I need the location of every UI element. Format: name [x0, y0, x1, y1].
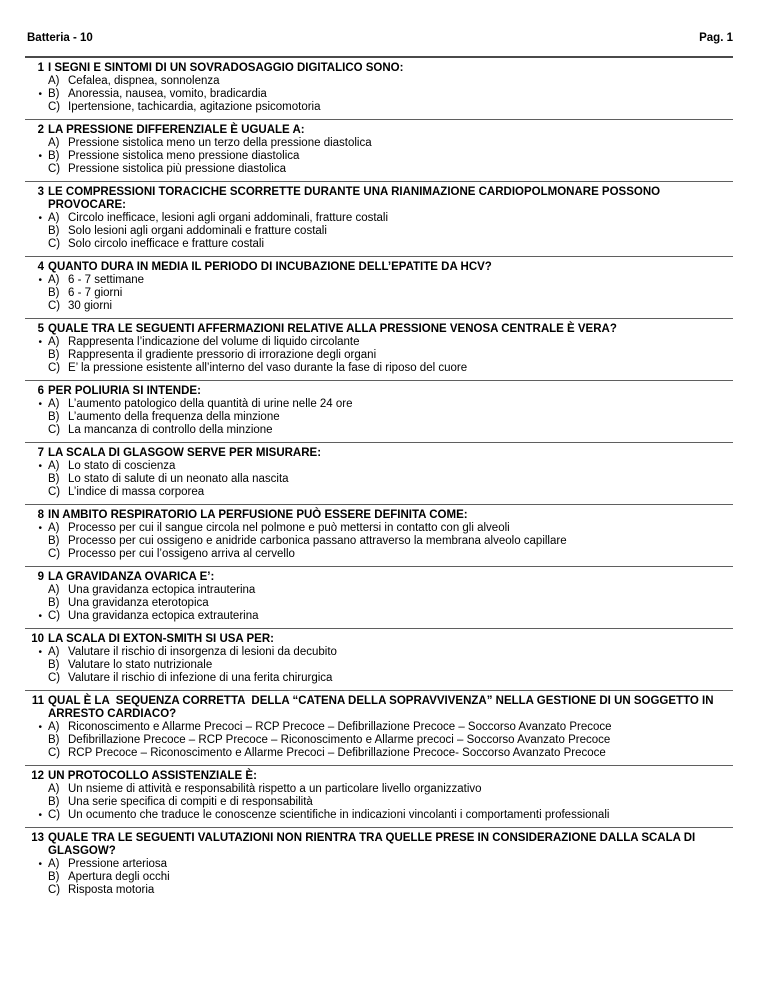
option-text: Valutare lo stato nutrizionale [68, 659, 213, 671]
correct-answer-marker: • [38, 461, 42, 472]
question-number: 8 [37, 509, 44, 521]
option-letter: C) [48, 300, 61, 312]
option-letter: C) [48, 884, 61, 896]
question-title: LA PRESSIONE DIFFERENZIALE È UGUALE A: [48, 124, 305, 136]
option-letter: B) [48, 349, 60, 361]
question-number: 1 [37, 62, 44, 74]
option-text: Una gravidanza eterotopica [68, 597, 209, 609]
answer-option [25, 783, 733, 796]
question-block-11 [25, 691, 733, 766]
question-block-3 [25, 182, 733, 257]
answer-option [25, 336, 733, 349]
question-title: LA SCALA DI EXTON-SMITH SI USA PER: [48, 633, 274, 645]
option-letter: B) [48, 411, 60, 423]
option-letter: A) [48, 783, 60, 795]
answer-option [25, 535, 733, 548]
answer-option [25, 610, 733, 623]
question-title: QUALE TRA LE SEGUENTI VALUTAZIONI NON RIENTRA TRA QUELLE PRESE IN CONSIDERAZIONE DALLA SCALA DI GLASGOW? [48, 832, 699, 857]
option-letter: B) [48, 871, 60, 883]
answer-option [25, 486, 733, 499]
correct-answer-marker: • [38, 647, 42, 658]
option-text: Un nsieme di attività e responsabilità rispetto a un particolare livello organizzativo [68, 783, 482, 795]
question-number: 12 [31, 770, 44, 782]
option-letter: A) [48, 721, 60, 733]
answer-option [25, 300, 733, 313]
option-letter: C) [48, 424, 61, 436]
option-text: RCP Precoce – Riconoscimento e Allarme Precoci – Defibrillazione Precoce- Soccorso Avanzato Precoce [68, 747, 606, 759]
question-number: 3 [37, 186, 44, 198]
option-text: 6 - 7 settimane [68, 274, 145, 286]
correct-answer-marker: • [38, 89, 42, 100]
correct-answer-marker: • [38, 151, 42, 162]
option-letter: C) [48, 747, 61, 759]
answer-option [25, 796, 733, 809]
option-letter: A) [48, 584, 60, 596]
option-text: Processo per cui il sangue circola nel polmone e può mettersi in contatto con gli alveoli [68, 522, 510, 534]
correct-answer-marker: • [38, 213, 42, 224]
option-letter: B) [48, 535, 60, 547]
option-letter: A) [48, 137, 60, 149]
option-text: Anoressia, nausea, vomito, bradicardia [68, 88, 267, 100]
answer-option [25, 411, 733, 424]
option-letter: B) [48, 597, 60, 609]
option-text: Valutare il rischio di insorgenza di lesioni da decubito [68, 646, 337, 658]
option-letter: B) [48, 473, 60, 485]
option-text: Un ocumento che traduce le conoscenze scientifiche in indicazioni vincolanti i comportamenti professionali [68, 809, 610, 821]
answer-option [25, 597, 733, 610]
question-block-8 [25, 505, 733, 567]
option-text: L’indice di massa corporea [68, 486, 205, 498]
answer-option [25, 721, 733, 734]
option-text: E’ la pressione esistente all’interno del vaso durante la fase di riposo del cuore [68, 362, 468, 374]
question-header [25, 571, 733, 584]
option-letter: C) [48, 362, 61, 374]
option-text: Pressione arteriosa [68, 858, 168, 870]
document-header [25, 32, 733, 45]
option-letter: C) [48, 486, 61, 498]
page-number: Pag. 1 [699, 32, 733, 44]
answer-option [25, 137, 733, 150]
question-block-7 [25, 443, 733, 505]
question-number: 2 [37, 124, 44, 136]
option-text: L’aumento patologico della quantità di urine nelle 24 ore [68, 398, 353, 410]
question-header [25, 509, 733, 522]
option-letter: C) [48, 610, 61, 622]
option-text: Processo per cui ossigeno e anidride carbonica passano attraverso la membrana alveolo capillare [68, 535, 567, 547]
option-letter: C) [48, 238, 61, 250]
option-text: Lo stato di salute di un neonato alla nascita [68, 473, 289, 485]
question-header [25, 695, 733, 721]
question-header [25, 261, 733, 274]
answer-option [25, 734, 733, 747]
option-text: Pressione sistolica meno pressione diastolica [68, 150, 300, 162]
option-text: Rappresenta il gradiente pressorio di irrorazione degli organi [68, 349, 377, 361]
question-block-6 [25, 381, 733, 443]
correct-answer-marker: • [38, 722, 42, 733]
option-letter: A) [48, 646, 60, 658]
option-text: Solo circolo inefficace e fratture costali [68, 238, 265, 250]
question-block-2 [25, 120, 733, 182]
question-block-13 [25, 828, 733, 902]
question-block-9 [25, 567, 733, 629]
option-text: L’aumento della frequenza della minzione [68, 411, 280, 423]
option-letter: C) [48, 672, 61, 684]
option-text: 30 giorni [68, 300, 113, 312]
question-number: 10 [31, 633, 44, 645]
question-number: 9 [37, 571, 44, 583]
question-number: 4 [37, 261, 44, 273]
option-text: Pressione sistolica meno un terzo della pressione diastolica [68, 137, 372, 149]
option-letter: C) [48, 809, 61, 821]
option-text: Circolo inefficace, lesioni agli organi addominali, fratture costali [68, 212, 389, 224]
question-block-12 [25, 766, 733, 828]
answer-option [25, 473, 733, 486]
question-number: 5 [37, 323, 44, 335]
option-text: Apertura degli occhi [68, 871, 170, 883]
question-header [25, 62, 733, 75]
option-text: Una serie specifica di compiti e di responsabilità [68, 796, 313, 808]
question-number: 7 [37, 447, 44, 459]
question-block-1 [25, 58, 733, 120]
option-letter: B) [48, 88, 60, 100]
option-text: La mancanza di controllo della minzione [68, 424, 273, 436]
answer-option [25, 809, 733, 822]
answer-option [25, 225, 733, 238]
question-number: 11 [31, 695, 44, 707]
answer-option [25, 460, 733, 473]
option-text: Pressione sistolica più pressione diastolica [68, 163, 286, 175]
option-text: Una gravidanza ectopica extrauterina [68, 610, 259, 622]
option-letter: A) [48, 522, 60, 534]
correct-answer-marker: • [38, 337, 42, 348]
option-letter: A) [48, 398, 60, 410]
answer-option [25, 362, 733, 375]
question-header [25, 832, 733, 858]
correct-answer-marker: • [38, 810, 42, 821]
question-title: UN PROTOCOLLO ASSISTENZIALE È: [48, 770, 257, 782]
option-text: Lo stato di coscienza [68, 460, 176, 472]
question-block-4 [25, 257, 733, 319]
answer-option [25, 884, 733, 897]
answer-option [25, 858, 733, 871]
correct-answer-marker: • [38, 859, 42, 870]
question-title: IN AMBITO RESPIRATORIO LA PERFUSIONE PUÒ ESSERE DEFINITA COME: [48, 509, 468, 521]
option-text: Valutare il rischio di infezione di una ferita chirurgica [68, 672, 333, 684]
question-header [25, 770, 733, 783]
question-header [25, 323, 733, 336]
question-block-10 [25, 629, 733, 691]
question-title: QUAL È LA SEQUENZA CORRETTA DELLA “CATENA DELLA SOPRAVVIVENZA” NELLA GESTIONE DI UN SOGGETTO IN ARRESTO CARDIACO? [48, 695, 717, 720]
option-letter: A) [48, 460, 60, 472]
question-title: LA GRAVIDANZA OVARICA E’: [48, 571, 215, 583]
answer-option [25, 163, 733, 176]
option-text: Defibrillazione Precoce – RCP Precoce – Riconoscimento e Allarme precoci – Soccorso Avanzato Precoce [68, 734, 611, 746]
option-letter: A) [48, 75, 60, 87]
question-block-5 [25, 319, 733, 381]
question-header [25, 385, 733, 398]
question-header [25, 447, 733, 460]
option-text: Una gravidanza ectopica intrauterina [68, 584, 256, 596]
option-letter: B) [48, 287, 60, 299]
question-number: 13 [31, 832, 44, 844]
answer-option [25, 672, 733, 685]
option-letter: C) [48, 548, 61, 560]
answer-option [25, 88, 733, 101]
answer-option [25, 101, 733, 114]
question-title: PER POLIURIA SI INTENDE: [48, 385, 201, 397]
option-letter: B) [48, 150, 60, 162]
option-text: Cefalea, dispnea, sonnolenza [68, 75, 220, 87]
option-letter: B) [48, 734, 60, 746]
option-letter: A) [48, 212, 60, 224]
option-text: Solo lesioni agli organi addominali e fratture costali [68, 225, 327, 237]
option-letter: B) [48, 659, 60, 671]
answer-option [25, 349, 733, 362]
option-text: Risposta motoria [68, 884, 155, 896]
option-letter: A) [48, 858, 60, 870]
option-text: Rappresenta l’indicazione del volume di liquido circolante [68, 336, 360, 348]
option-text: Ipertensione, tachicardia, agitazione psicomotoria [68, 101, 321, 113]
battery-title: Batteria - 10 [27, 32, 93, 44]
answer-option [25, 238, 733, 251]
question-title: LE COMPRESSIONI TORACICHE SCORRETTE DURANTE UNA RIANIMAZIONE CARDIOPOLMONARE POSSONO PROVOCARE: [48, 186, 664, 211]
option-letter: C) [48, 101, 61, 113]
answer-option [25, 287, 733, 300]
correct-answer-marker: • [38, 523, 42, 534]
correct-answer-marker: • [38, 399, 42, 410]
answer-option [25, 150, 733, 163]
option-text: 6 - 7 giorni [68, 287, 123, 299]
answer-option [25, 584, 733, 597]
option-letter: A) [48, 336, 60, 348]
answer-option [25, 747, 733, 760]
correct-answer-marker: • [38, 275, 42, 286]
question-title: I SEGNI E SINTOMI DI UN SOVRADOSAGGIO DIGITALICO SONO: [48, 62, 404, 74]
answer-option [25, 646, 733, 659]
option-letter: B) [48, 225, 60, 237]
answer-option [25, 75, 733, 88]
question-number: 6 [37, 385, 44, 397]
correct-answer-marker: • [38, 611, 42, 622]
question-header [25, 186, 733, 212]
answer-option [25, 274, 733, 287]
option-text: Riconoscimento e Allarme Precoci – RCP Precoce – Defibrillazione Precoce – Soccorso Avanzato Precoce [68, 721, 612, 733]
option-letter: A) [48, 274, 60, 286]
answer-option [25, 212, 733, 225]
option-letter: B) [48, 796, 60, 808]
answer-option [25, 659, 733, 672]
question-title: QUALE TRA LE SEGUENTI AFFERMAZIONI RELATIVE ALLA PRESSIONE VENOSA CENTRALE È VERA? [48, 323, 617, 335]
answer-option [25, 424, 733, 437]
answer-option [25, 398, 733, 411]
option-text: Processo per cui l’ossigeno arriva al cervello [68, 548, 295, 560]
answer-option [25, 871, 733, 884]
question-title: LA SCALA DI GLASGOW SERVE PER MISURARE: [48, 447, 322, 459]
answer-option [25, 548, 733, 561]
question-header [25, 124, 733, 137]
question-header [25, 633, 733, 646]
option-letter: C) [48, 163, 61, 175]
question-title: QUANTO DURA IN MEDIA IL PERIODO DI INCUBAZIONE DELL’EPATITE DA HCV? [48, 261, 492, 273]
answer-option [25, 522, 733, 535]
